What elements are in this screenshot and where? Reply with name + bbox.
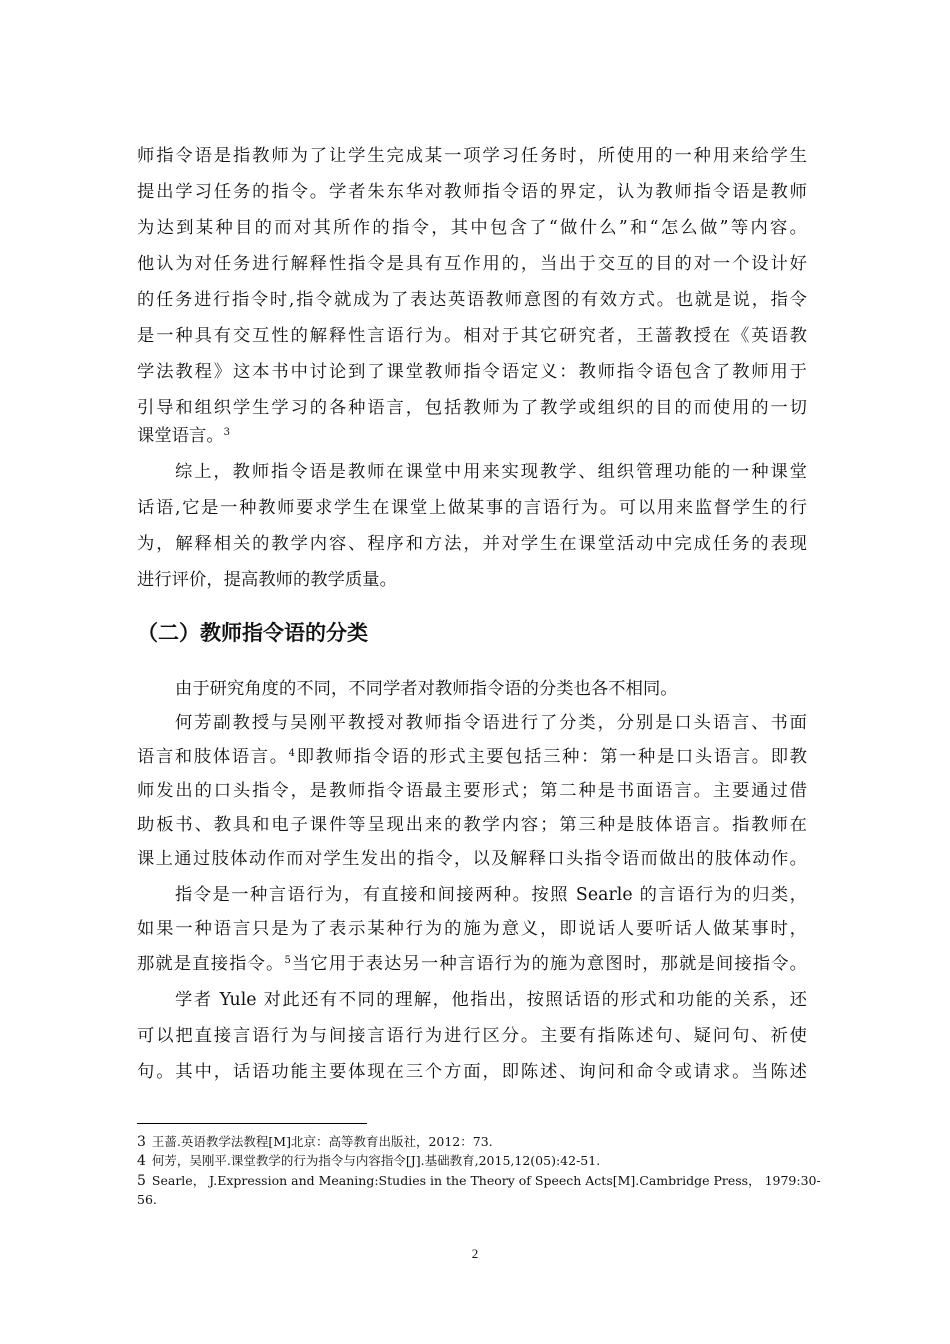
body-text: 语言和肢体语言。 <box>137 747 289 767</box>
footnote-text: 王蔷.英语教学法教程[M]北京：高等教育出版社，2012：73. <box>151 1134 493 1149</box>
body-text: 即教师指令语的形式主要包括三种：第一种是口头语言。即教 <box>295 747 807 767</box>
footnote-ref: 3 <box>223 427 231 438</box>
body-line: 话语,它是一种教师要求学生在课堂上做某事的言语行为。可以用来监督学生的行 <box>137 498 807 518</box>
footnote-ref: 5 <box>284 955 291 966</box>
body-line: 句。其中，话语功能主要体现在三个方面，即陈述、询问和命令或请求。当陈述 <box>137 1062 807 1082</box>
body-line: 如果一种语言只是为了表示某种行为的施为意义，即说话人要听话人做某事时， <box>137 919 807 939</box>
footnote-number: 5 <box>137 1173 146 1189</box>
body-line: 何芳副教授与吴刚平教授对教师指令语进行了分类，分别是口头语言、书面 <box>175 713 807 733</box>
body-text: 当它用于表达另一种言语行为的施为意图时，那就是间接指令。 <box>290 954 807 974</box>
footnote-continuation: 56. <box>137 1192 157 1207</box>
section-heading: （二）教师指令语的分类 <box>137 621 368 645</box>
body-line <box>137 949 807 979</box>
body-line: 他认为对任务进行解释性指令是具有互作用的，当出于交互的目的对一个设计好 <box>137 254 807 274</box>
body-line <box>137 742 807 772</box>
body-line: 师发出的口头指令，是教师指令语最主要形式；第二种是书面语言。主要通过借 <box>137 781 807 801</box>
body-line: 学法教程》这本书中讨论到了课堂教师指令语定义：教师指令语包含了教师用于 <box>137 362 807 382</box>
body-line: 进行评价，提高教师的教学质量。 <box>137 570 397 590</box>
body-line: 课上通过肢体动作而对学生发出的指令，以及解释口头指令语而做出的肢体动作。 <box>137 849 807 869</box>
body-text: 那就是直接指令。 <box>137 954 285 974</box>
page-number: 2 <box>471 1246 479 1261</box>
body-line: 由于研究角度的不同，不同学者对教师指令语的分类也各不相同。 <box>175 679 678 699</box>
footnote-separator <box>137 1123 367 1124</box>
body-line: 助板书、教具和电子课件等呈现出来的教学内容；第三种是肢体语言。指教师在 <box>137 815 807 835</box>
footnote-ref: 4 <box>288 748 296 759</box>
body-line: 综上，教师指令语是教师在课堂中用来实现教学、组织管理功能的一种课堂 <box>175 462 807 482</box>
body-line: 指令是一种言语行为，有直接和间接两种。按照 Searle 的言语行为的归类， <box>175 885 807 905</box>
body-line: 为，解释相关的教学内容、程序和方法，并对学生在课堂活动中完成任务的表现 <box>137 534 807 554</box>
footnote-number: 3 <box>137 1134 146 1150</box>
footnote <box>137 1133 493 1151</box>
body-line: 的任务进行指令时,指令就成为了表达英语教师意图的有效方式。也就是说，指令 <box>137 290 807 310</box>
body-line: 是一种具有交互性的解释性言语行为。相对于其它研究者，王蔷教授在《英语教 <box>137 326 807 346</box>
body-line: 师指令语是指教师为了让学生完成某一项学习任务时，所使用的一种用来给学生 <box>137 146 807 166</box>
footnote-number: 4 <box>137 1153 146 1169</box>
body-line: 可以把直接言语行为与间接言语行为进行区分。主要有指陈述句、疑问句、祈使 <box>137 1026 807 1046</box>
footnote-text: 何芳，吴刚平.课堂教学的行为指令与内容指令[J].基础教育,2015,12(05):42-51. <box>151 1153 601 1168</box>
body-text: 课堂语言。 <box>137 426 224 446</box>
footnote <box>137 1172 821 1190</box>
body-line: 为达到某种目的而对其所作的指令，其中包含了“做什么”和“怎么做”等内容。 <box>137 218 807 238</box>
footnote-text: Searle， J.Expression and Meaning:Studies in the Theory of Speech Acts[M].Cambridge Press， 1979:30- <box>151 1173 821 1188</box>
body-line: 引导和组织学生学习的各种语言，包括教师为了教学或组织的目的而使用的一切 <box>137 398 807 418</box>
footnote <box>137 1152 600 1170</box>
body-line <box>137 421 230 451</box>
body-line: 提出学习任务的指令。学者朱东华对教师指令语的界定，认为教师指令语是教师 <box>137 182 807 202</box>
body-line: 学者 Yule 对此还有不同的理解，他指出，按照话语的形式和功能的关系，还 <box>175 990 807 1010</box>
